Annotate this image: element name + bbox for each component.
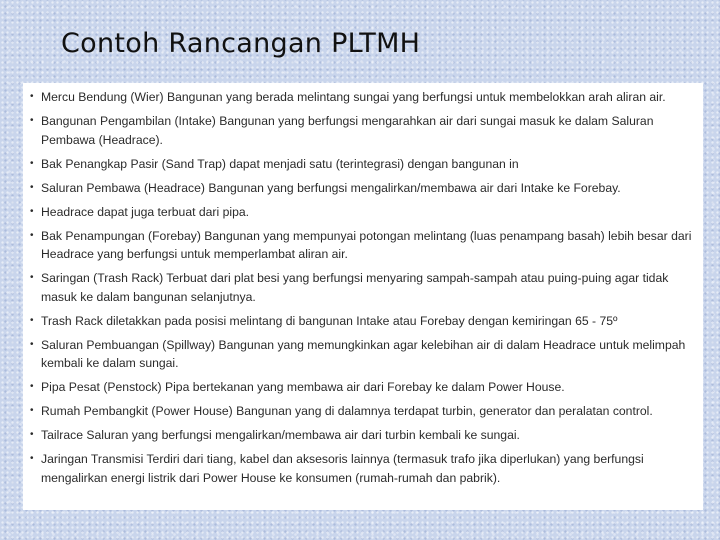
bullet-icon: • (30, 314, 34, 326)
list-item-text: Bak Penangkap Pasir (Sand Trap) dapat menjadi satu (terintegrasi) dengan bangunan in (41, 156, 519, 171)
list-item (29, 336, 697, 373)
list-item-text: Saluran Pembuangan (Spillway) Bangunan yang memungkinkan agar kelebihan air di dalam Headrace untuk melimpah kembali ke dalam sungai. (41, 337, 686, 370)
list-item (29, 155, 697, 174)
bullet-icon: • (30, 453, 34, 464)
list-item (29, 378, 697, 397)
list-item (29, 227, 697, 264)
bullet-list (29, 88, 697, 487)
list-item-text: Bak Penampungan (Forebay) Bangunan yang mempunyai potongan melintang (luas penampang basah) lebih besar dari Headrace yang berfungsi untuk memperlambat aliran air. (41, 228, 692, 261)
slide-title: Contoh Rancangan PLTMH (61, 28, 421, 59)
list-item (29, 269, 697, 306)
list-item (29, 203, 697, 222)
list-item-text: Mercu Bendung (Wier) Bangunan yang berada melintang sungai yang berfungsi untuk membelokkan arah aliran air. (41, 90, 666, 104)
list-item-text: Headrace dapat juga terbuat dari pipa. (41, 204, 250, 219)
list-item (29, 88, 697, 107)
list-item-text: Rumah Pembangkit (Power House) Bangunan yang di dalamnya terdapat turbin, generator dan peralatan control. (41, 404, 653, 418)
bullet-icon: • (30, 381, 34, 392)
bullet-icon: • (30, 205, 34, 217)
bullet-icon: • (30, 181, 34, 193)
content-panel (23, 83, 703, 510)
bullet-icon: • (30, 91, 34, 102)
list-item (29, 179, 697, 198)
list-item-text: Trash Rack diletakkan pada posisi melintang di bangunan Intake atau Forebay dengan kemiringan 65 - 75º (41, 313, 618, 328)
list-item-text: Saluran Pembawa (Headrace) Bangunan yang berfungsi mengalirkan/membawa air dari Intake ke Forebay. (41, 180, 621, 195)
list-item (29, 450, 697, 487)
list-item (29, 426, 697, 445)
bullet-icon: • (30, 338, 34, 350)
list-item-text: Tailrace Saluran yang berfungsi mengalirkan/membawa air dari turbin kembali ke sungai. (41, 428, 520, 442)
list-item (29, 402, 697, 421)
bullet-icon: • (30, 429, 34, 440)
bullet-icon: • (30, 405, 34, 416)
list-item-text: Jaringan Transmisi Terdiri dari tiang, kabel dan aksesoris lainnya (termasuk trafo jika diperlukan) yang berfungsi mengalirkan energi listrik dari Power House ke konsumen (rumah-rumah dan pabrik). (41, 452, 644, 485)
list-item-text: Pipa Pesat (Penstock) Pipa bertekanan yang membawa air dari Forebay ke dalam Power House. (41, 380, 565, 394)
list-item (29, 312, 697, 331)
list-item-text: Bangunan Pengambilan (Intake) Bangunan yang berfungsi mengarahkan air dari sungai masuk ke dalam Saluran Pembawa (Headrace). (41, 114, 654, 147)
list-item (29, 112, 697, 149)
bullet-icon: • (30, 115, 34, 126)
bullet-icon: • (30, 157, 34, 169)
list-item-text: Saringan (Trash Rack) Terbuat dari plat besi yang berfungsi menyaring sampah-sampah atau puing-puing agar tidak masuk ke dalam bangunan selanjutnya. (41, 271, 669, 304)
bullet-icon: • (30, 272, 34, 283)
bullet-icon: • (30, 229, 34, 241)
